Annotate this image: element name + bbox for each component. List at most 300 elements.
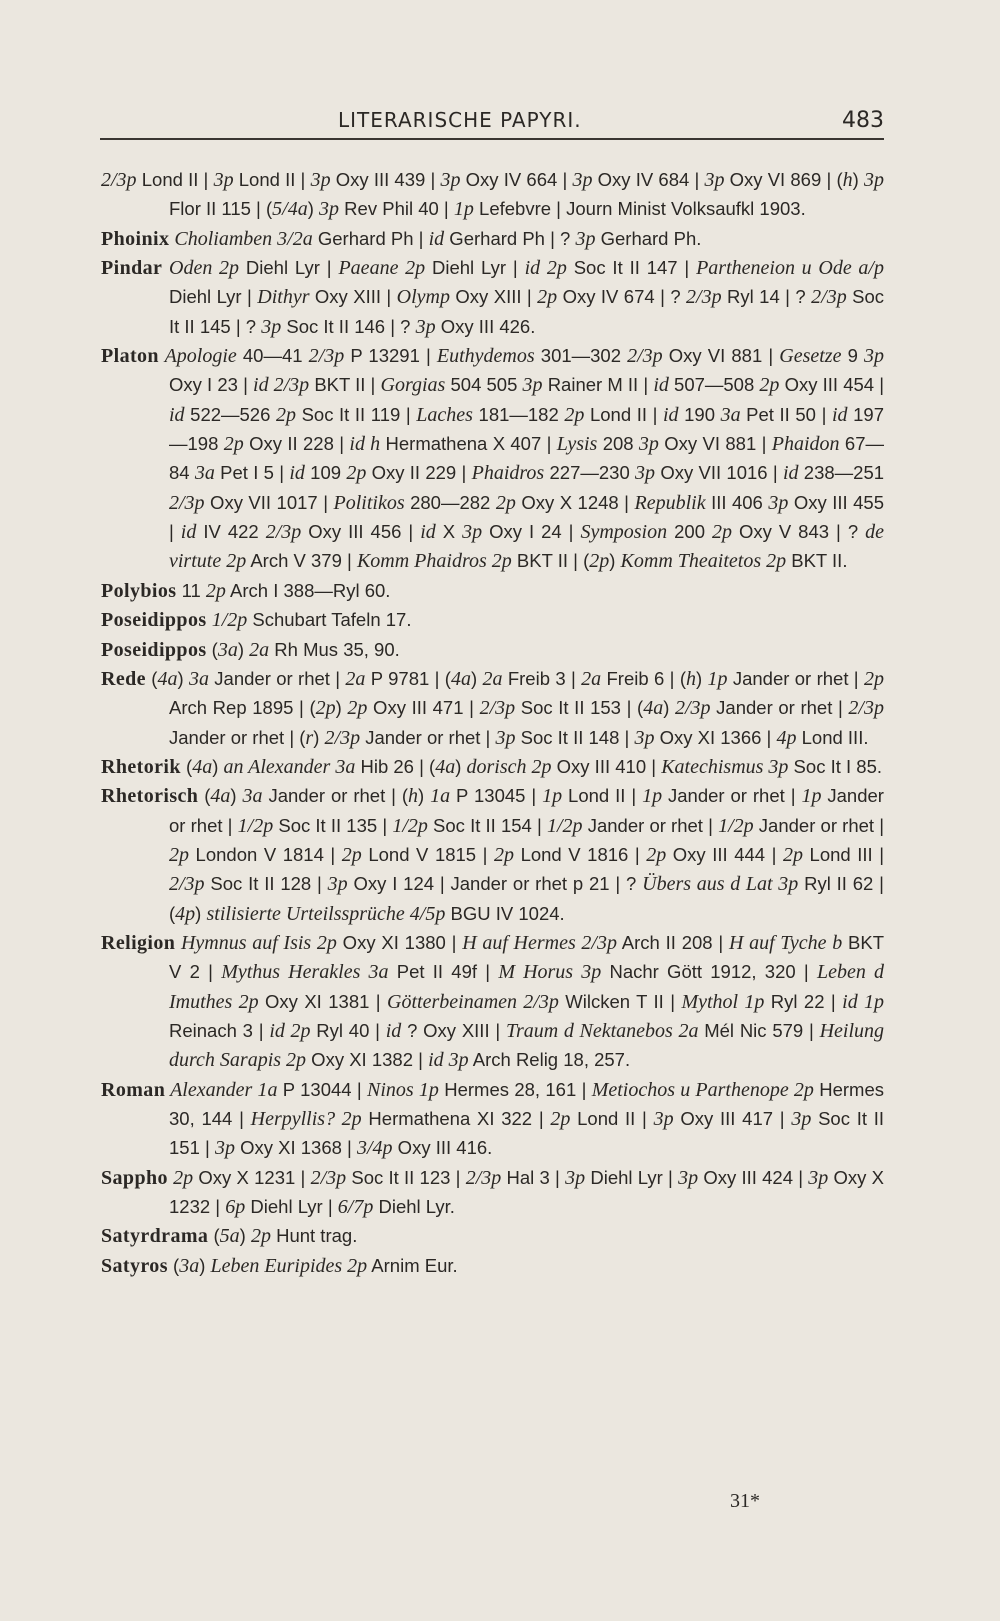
entry-italic-text: Mythol 1p (681, 990, 765, 1013)
index-entry (101, 166, 884, 225)
entry-text: Oxy VI 881 | (658, 433, 772, 455)
entry-italic-text: 3a (194, 462, 215, 485)
entry-text: 67—84 (169, 433, 885, 484)
entry-text: Oxy XIII | (309, 286, 397, 308)
entry-text: P 9781 | ( (365, 667, 451, 689)
entry-text: Hal 3 | (501, 1166, 566, 1188)
entry-italic-text: 2a (581, 667, 602, 690)
entry-italic-text: h (685, 667, 696, 690)
entry-text: Ryl 40 | (310, 1019, 386, 1041)
entry-italic-text: 4a (192, 755, 213, 778)
entry-text: Rev Phil 40 | (339, 198, 454, 220)
entry-text: Ryl 22 | (764, 990, 843, 1012)
entry-text: Lond V 1816 | (514, 843, 647, 865)
entry-text: IV 422 (196, 521, 266, 543)
entry-italic-text: Heilung durch Sarapis 2p (169, 1019, 884, 1072)
entry-text: Rh Mus 35, 90. (269, 638, 400, 660)
entry-text: 238—251 (798, 462, 885, 484)
entry-italic-text: id (653, 374, 669, 397)
entry-text: ) (455, 755, 467, 777)
entry-italic-text: 6/7p (337, 1196, 374, 1219)
entry-text: ) (239, 1225, 251, 1247)
entry-text: Oxy III 455 | (169, 491, 884, 543)
entry-text: Oxy I 124 | Jander or rhet p 21 | ? (347, 873, 643, 895)
entry-italic-text: 3/4p (356, 1137, 393, 1160)
entry-text: Soc It II 128 | (204, 873, 328, 895)
entry-headword: Satyros (101, 1254, 168, 1277)
entry-text: Oxy XI 1380 | (336, 931, 463, 953)
entry-text: Lond II | (584, 403, 663, 425)
entry-text: Soc It II 154 | (427, 814, 547, 836)
entry-text: Oxy XI 1368 | (234, 1137, 357, 1159)
entry-italic-text: 2p (863, 667, 884, 690)
entry-text: Arch I 388—Ryl 60. (225, 579, 391, 601)
entry-italic-text: Leben Euripides 2p (210, 1254, 368, 1277)
entry-italic-text: 2a (482, 667, 503, 690)
entry-text: Hermes 30, 144 | (169, 1078, 884, 1129)
entry-headword: Poseidippos (101, 638, 207, 661)
entry-text: 301—302 (534, 345, 628, 367)
entry-text: Hib 26 | ( (355, 755, 436, 777)
entry-text: Jander or rhet | (360, 726, 496, 748)
entry-italic-text: 3p (261, 315, 282, 338)
header-rule (100, 138, 884, 140)
entry-italic-text: 2/3p (627, 345, 663, 368)
entry-text: Freib 3 | (502, 667, 582, 689)
entry-italic-text: 2p (495, 491, 516, 514)
entry-italic-text: 4a (157, 667, 178, 690)
entry-italic-text: 2/3p (674, 697, 711, 720)
entry-text: Mél Nic 579 | (698, 1019, 820, 1041)
entry-text: Oxy VII 1017 | (204, 491, 334, 513)
entry-text: Ryl II 62 | ( (169, 873, 884, 924)
entry-text: P 13044 | (277, 1078, 368, 1100)
entry-text: Hermathena XI 322 | (361, 1108, 551, 1129)
index-entry (101, 342, 884, 577)
entry-text: ) (852, 169, 864, 190)
entry-italic-text: 3p (704, 169, 725, 191)
entry-text: Rainer M II | (542, 374, 654, 396)
entry-italic-text: 3p (678, 1166, 699, 1189)
entry-text: Lond III. (796, 726, 869, 748)
entry-italic-text: 2p (589, 550, 610, 573)
entry-text: Jander or rhet | (710, 697, 849, 719)
entry-text: Lond II | (562, 785, 643, 807)
entry-italic-text: Euthydemos (436, 345, 535, 368)
entry-italic-text: id (662, 403, 679, 426)
entry-italic-text: 3a (242, 785, 263, 808)
entry-text: Pet II 49f | (388, 961, 499, 983)
entry-italic-text: 2p (250, 1225, 271, 1248)
entry-headword: Poseidippos (101, 609, 207, 632)
entry-headword: Rhetorisch (101, 785, 199, 808)
entry-text: Soc It II 135 | (273, 814, 393, 836)
entry-text: Lond V 1815 | (361, 843, 495, 865)
entry-text: Oxy XI 1382 | (306, 1049, 429, 1071)
entry-italic-text: 4a (643, 697, 664, 720)
entry-text: 109 (304, 462, 347, 484)
entry-text: Oxy V 843 | ? (731, 521, 866, 543)
entry-text: Oxy I 23 | (169, 374, 254, 396)
entry-italic-text: 3p (863, 169, 884, 191)
entry-italic-text: 1/2p (546, 814, 583, 837)
entry-italic-text: 3p (214, 1137, 235, 1160)
index-entry (101, 1076, 884, 1164)
entry-text: Oxy XI 1381 | (258, 990, 388, 1012)
entry-italic-text: 3a (217, 638, 238, 661)
entry-text: ) (470, 667, 483, 689)
entry-italic-text: Symposion (580, 521, 668, 544)
entry-text: Diehl Lyr | (239, 257, 339, 279)
entry-italic-text: 3a (179, 1254, 200, 1277)
entry-italic-text: Leben d Imuthes 2p (169, 961, 884, 1013)
entry-italic-text: 2/3p (465, 1166, 502, 1189)
entry-italic-text: 2/3p (101, 169, 137, 191)
entry-headword: Sappho (101, 1166, 168, 1189)
entry-italic-text: 3a (188, 667, 209, 690)
entry-italic-text: 3p (572, 169, 593, 191)
entry-italic-text: 1p (642, 785, 663, 808)
entry-text: Nachr Gött 1912, 320 | (601, 961, 817, 983)
entry-italic-text: 1/2p (237, 814, 274, 837)
entry-text: ) (663, 697, 675, 719)
entry-italic-text: id 2p (524, 257, 567, 280)
entry-italic-text: Übers aus d Lat 3p (642, 873, 799, 896)
entry-text: P 13045 | (450, 785, 543, 807)
index-entry (101, 254, 884, 342)
index-entry (101, 1164, 884, 1223)
entry-headword: Platon (101, 345, 159, 368)
entry-italic-text: 2/3p (310, 1166, 347, 1189)
entry-italic-text: 3p (495, 726, 516, 749)
entry-italic-text: Choliamben 3/2a (169, 227, 313, 250)
entry-text: Oxy X 1248 | (515, 491, 635, 513)
entry-italic-text: id 2/3p (253, 374, 310, 397)
entry-italic-text: 2a (249, 638, 270, 661)
index-entry (101, 1252, 884, 1281)
entry-text: BGU IV 1024. (445, 902, 565, 924)
entry-text: Oxy III 444 | (666, 843, 783, 865)
entry-italic-text: Traum d Nektanebos 2a (505, 1019, 699, 1042)
entry-italic-text: id (420, 521, 436, 544)
entry-text: Oxy II 229 | (366, 462, 472, 484)
index-entry (101, 1222, 884, 1251)
entry-text: ( (208, 1225, 220, 1247)
entry-text: Hermes 28, 161 | (438, 1078, 592, 1100)
entry-text: ( (206, 638, 218, 660)
entry-text: Soc It II 147 | (566, 257, 697, 279)
entry-italic-text: Katechismus 3p (661, 755, 789, 778)
entry-text: Diehl Lyr | (169, 286, 258, 308)
entry-italic-text: 3p (808, 1166, 829, 1189)
entry-text: Gerhard Ph | (312, 227, 429, 249)
entry-italic-text: 3p (440, 169, 461, 191)
entry-text: Oxy IV 684 | (592, 169, 705, 190)
entry-italic-text: Partheneion u Ode a/p (696, 257, 884, 280)
entry-text: Soc It II 151 | (169, 1108, 885, 1159)
entry-italic-text: M Horus 3p (498, 961, 602, 984)
entry-italic-text: 2p (537, 286, 558, 309)
entry-text: Jander or rhet | ( (262, 785, 409, 807)
entry-italic-text: 2p (550, 1108, 571, 1130)
entry-text: Oxy I 24 | (482, 521, 581, 543)
entry-text: Freib 6 | ( (601, 667, 686, 689)
entry-text: 200 (667, 521, 712, 543)
entry-text: Jander or rhet | (662, 785, 802, 807)
entry-italic-text: 2p (782, 843, 803, 866)
entry-italic-text: 2a (345, 667, 366, 690)
entry-text: Oxy VII 1016 | (655, 462, 783, 484)
entry-italic-text: an Alexander 3a (223, 755, 356, 778)
entry-text: Lond II | (233, 169, 311, 190)
entry-italic-text: 3p (319, 198, 340, 221)
entry-italic-text: Metiochos u Parthenope 2p (591, 1078, 814, 1101)
entry-italic-text: 2p (173, 1166, 194, 1189)
entry-italic-text: 1/2p (718, 814, 754, 837)
entry-italic-text: 3p (634, 726, 655, 749)
index-entry (101, 753, 884, 782)
entry-italic-text: Paeane 2p (338, 257, 426, 280)
entry-italic-text: 3p (565, 1166, 586, 1189)
entry-text: Jander or rhet | (582, 814, 719, 836)
entry-italic-text: 2p (205, 579, 226, 602)
entry-text: Oxy IV 674 | ? (557, 286, 687, 308)
entry-italic-text: 2/3p (169, 873, 205, 896)
entry-text: ) (237, 638, 250, 660)
entry-headword: Satyrdrama (101, 1225, 209, 1248)
entry-text: 504 505 (445, 374, 523, 396)
entry-italic-text: id 1p (842, 990, 884, 1013)
entry-text: Arnim Eur. (367, 1254, 458, 1276)
page-header (100, 108, 884, 140)
entry-italic-text: 3p (522, 374, 543, 397)
entry-text: 9 (841, 345, 864, 367)
entry-text: ) (695, 667, 708, 689)
entry-text: Oxy III 410 | (551, 755, 662, 777)
entry-italic-text: Komm Phaidros 2p (356, 550, 512, 573)
entry-text: London V 1814 | (189, 843, 342, 865)
entry-headword: Religion (101, 931, 176, 954)
entry-text: BKT II. (786, 550, 848, 572)
entry-text: Lond III | (802, 843, 885, 865)
entry-italic-text: id (831, 403, 848, 426)
entry-text: Oxy II 228 | (243, 433, 350, 455)
entry-headword: Polybios (101, 579, 177, 602)
entry-text: Oxy III 456 | (301, 521, 421, 543)
entry-headword: Phoinix (101, 227, 170, 250)
entry-text: Arch Rep 1895 | ( (169, 697, 316, 719)
entry-text: 208 (597, 433, 639, 455)
entry-italic-text: 2p (315, 697, 336, 720)
index-entry (101, 782, 884, 929)
entry-text: ) (212, 755, 224, 777)
entry-italic-text: Götterbeinamen 2/3p (387, 990, 559, 1013)
entry-italic-text: 3p (768, 491, 789, 514)
entry-text: BKT II | ( (511, 550, 590, 572)
entry-text: III 406 (705, 491, 769, 513)
entry-italic-text: 2/3p (308, 345, 345, 368)
entry-italic-text: h (408, 785, 419, 808)
entry-italic-text: Olymp (396, 286, 450, 309)
entry-text: Oxy X 1232 | (169, 1166, 884, 1218)
entry-text: 40—41 (236, 345, 309, 367)
entry-text: Oxy XIII | (449, 286, 538, 308)
entry-text: X (435, 521, 463, 543)
entry-text: Soc It II 148 | (515, 726, 635, 748)
entry-text: Lond II | (570, 1108, 654, 1129)
entry-italic-text: Apologie (158, 345, 237, 368)
entry-italic-text: 1p (801, 785, 822, 808)
entry-text: 227—230 (544, 462, 636, 484)
entry-text: Arch Relig 18, 257. (468, 1049, 631, 1071)
entry-text: Oxy X 1231 | (193, 1166, 311, 1188)
entry-text: Lond II | (136, 169, 214, 190)
entry-text: 280—282 (404, 491, 496, 513)
page-number: 483 (842, 108, 884, 133)
entry-italic-text: 2/3p (265, 521, 302, 544)
entry-italic-text: 3p (638, 433, 659, 456)
entry-headword: Pindar (101, 257, 163, 280)
entry-text: Soc It II 146 | ? (281, 315, 416, 337)
entry-text: Oxy VI 881 | (662, 345, 780, 367)
entry-italic-text: 1p (707, 667, 728, 690)
entry-text: BKT II | (309, 374, 381, 396)
entry-text: ) (195, 902, 207, 924)
entry-italic-text: Ninos 1p (367, 1078, 439, 1101)
entry-text: Soc It II 123 | (346, 1166, 466, 1188)
entry-text: Jander or rhet | ( (169, 726, 306, 748)
entry-italic-text: 3p (415, 315, 436, 338)
entry-italic-text: de virtute 2p (169, 521, 885, 573)
entry-italic-text: id (782, 462, 799, 485)
entry-text: Soc It I 85. (788, 755, 882, 777)
entry-italic-text: 2p (759, 374, 780, 397)
index-entry (101, 225, 884, 254)
entry-italic-text: Dithyr (257, 286, 310, 309)
entry-text: Jander or rhet | (169, 785, 884, 836)
entry-text: Schubart Tafeln 17. (247, 609, 412, 631)
entry-text: Jander or rhet | (208, 667, 346, 689)
entry-text: ( (198, 785, 211, 807)
entry-italic-text: Komm Theaitetos 2p (620, 550, 787, 573)
entry-text: Diehl Lyr | (245, 1196, 338, 1218)
entry-text: ) (177, 667, 189, 689)
entry-text: Pet I 5 | (214, 462, 290, 484)
entry-text: BKT V 2 | (169, 931, 885, 983)
entry-italic-text: 2p (646, 843, 667, 866)
entry-italic-text: 1p (453, 198, 474, 221)
entry-italic-text: 1/2p (392, 814, 428, 837)
entry-headword: Roman (101, 1078, 166, 1101)
entry-text: Hunt trag. (270, 1225, 358, 1247)
entry-text: 522—526 (184, 403, 276, 425)
entry-text: Jander or rhet | (753, 814, 885, 836)
entry-italic-text: Hymnus auf Isis 2p (175, 931, 337, 954)
entry-text: Gerhard Ph. (595, 227, 702, 249)
entry-text: ) (418, 785, 431, 807)
entry-text: ) (335, 697, 348, 719)
entry-italic-text: 3p (653, 1108, 674, 1130)
entry-italic-text: Lysis (556, 433, 598, 456)
index-entry (101, 665, 884, 753)
entry-italic-text: 3p (863, 345, 884, 368)
entry-text: ) (230, 785, 243, 807)
entry-text: Reinach 3 | (169, 1019, 270, 1041)
entry-text: Oxy III 454 | (779, 374, 885, 396)
entry-italic-text: id (180, 521, 197, 544)
entry-text: Arch V 379 | (246, 550, 357, 572)
entry-italic-text: Oden 2p (162, 257, 240, 280)
entry-italic-text: id (385, 1019, 402, 1042)
entry-text: ( (145, 667, 158, 689)
entry-text: Oxy III 416. (392, 1137, 493, 1159)
entry-italic-text: 2/3p (848, 697, 884, 720)
entry-italic-text: 2p (494, 843, 515, 866)
entry-italic-text: 2/3p (324, 726, 361, 749)
entry-text: Arch II 208 | (616, 931, 729, 953)
entry-text: Diehl Lyr | (425, 257, 525, 279)
index-entries (101, 166, 884, 1281)
entry-text: ? Oxy XIII | (401, 1019, 506, 1041)
entry-italic-text: 3p (575, 227, 596, 250)
entry-text: ( (836, 169, 843, 190)
entry-italic-text: 2/3p (169, 491, 205, 514)
entry-italic-text: H auf Hermes 2/3p (462, 931, 617, 954)
entry-text: Oxy VI 869 | (724, 169, 837, 190)
entry-text: Pet II 50 | (740, 403, 832, 425)
entry-italic-text: Mythus Herakles 3a (221, 961, 389, 984)
entry-italic-text: 3p (462, 521, 483, 544)
entry-italic-text: stilisierte Urteilssprüche 4/5p (206, 902, 446, 925)
entry-text: Soc It II 153 | ( (515, 697, 644, 719)
entry-italic-text: id 2p (269, 1019, 311, 1042)
signature-mark: 31* (730, 1490, 760, 1512)
entry-text: Oxy IV 664 | (460, 169, 573, 190)
entry-italic-text: 4p (175, 902, 196, 925)
entry-italic-text: 4a (450, 667, 471, 690)
entry-text: ) (313, 726, 325, 748)
entry-italic-text: Gesetze (779, 345, 842, 368)
entry-text: ) (609, 550, 621, 572)
entry-text: 181—182 (472, 403, 565, 425)
entry-italic-text: 1p (542, 785, 563, 808)
index-entry (101, 929, 884, 1076)
entry-italic-text: h (842, 169, 853, 191)
entry-italic-text: 2p (169, 843, 189, 866)
index-entry (101, 636, 884, 665)
entry-text: Ryl 14 | ? (721, 286, 812, 308)
entry-italic-text: 2p (275, 403, 296, 426)
entry-text: Oxy III 439 | (330, 169, 441, 190)
entry-italic-text: dorisch 2p (466, 755, 552, 778)
entry-text: Oxy III 426. (435, 315, 536, 337)
entry-headword: Rhetorik (101, 755, 181, 778)
entry-italic-text: 4a (435, 755, 456, 778)
entry-text: Oxy III 417 | (673, 1108, 792, 1129)
entry-text: Oxy III 471 | (367, 697, 480, 719)
entry-italic-text: 4a (210, 785, 231, 808)
entry-italic-text: 2/3p (479, 697, 516, 720)
entry-italic-text: id h (349, 433, 381, 456)
entry-italic-text: 3p (327, 873, 348, 896)
entry-italic-text: id (169, 403, 185, 426)
entry-headword: Rede (101, 667, 146, 690)
entry-italic-text: Phaidros (471, 462, 545, 485)
entry-text: P 13291 | (344, 345, 437, 367)
entry-italic-text: 2p (347, 697, 368, 720)
entry-text: ( (167, 1254, 180, 1276)
entry-text: Soc It II 119 | (295, 403, 417, 425)
